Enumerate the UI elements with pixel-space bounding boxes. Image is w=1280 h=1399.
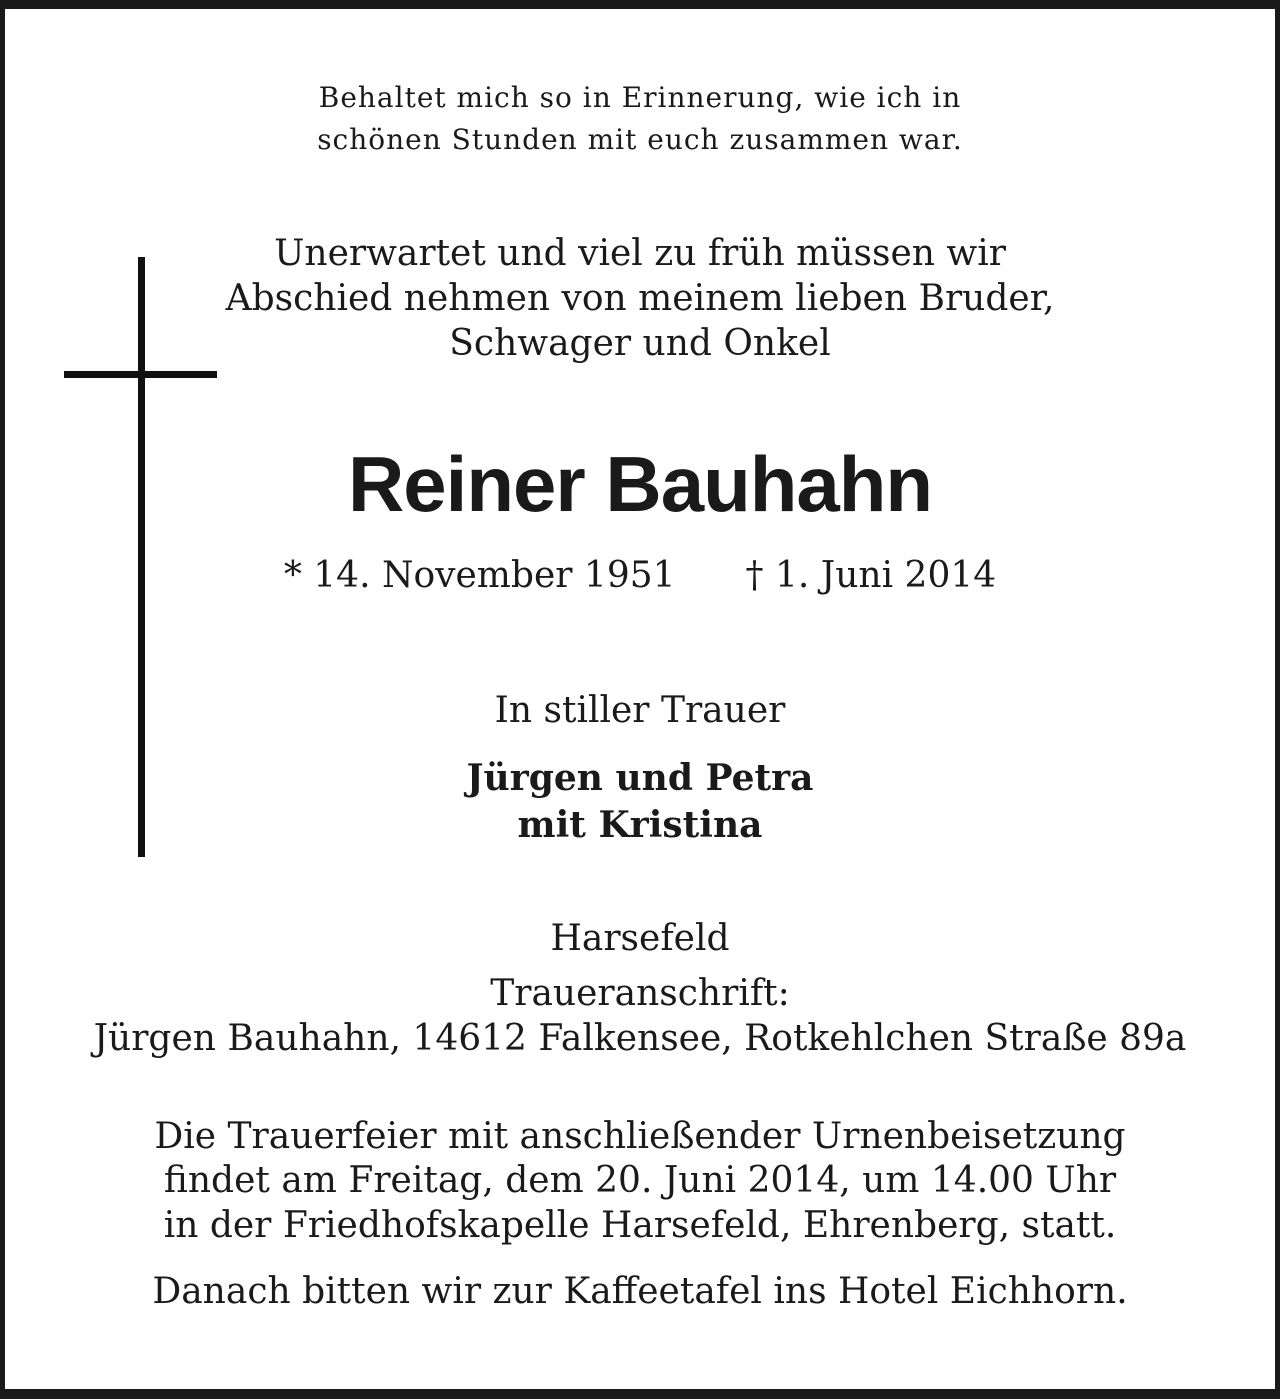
- cross-icon-bar: [64, 371, 217, 378]
- place: Harsefeld: [550, 918, 730, 959]
- intro-line-2: Abschied nehmen von meinem lieben Bruder,: [225, 278, 1055, 319]
- intro-line-1: Unerwartet und viel zu früh müssen wir: [274, 233, 1006, 274]
- address-full: Jürgen Bauhahn, 14612 Falkensee, Rotkehlchen Straße 89a: [93, 1018, 1187, 1059]
- service-line-1: Die Trauerfeier mit anschließender Urnenbeisetzung: [154, 1116, 1126, 1157]
- life-dates: [5, 555, 1275, 596]
- motto-line-1: Behaltet mich so in Erinnerung, wie ich in: [318, 81, 962, 114]
- mourners-line-2: mit Kristina: [517, 804, 763, 846]
- service-line-2: findet am Freitag, dem 20. Juni 2014, um 14.00 Uhr: [163, 1160, 1117, 1201]
- birth-date: * 14. November 1951: [283, 555, 676, 596]
- address-label: Traueranschrift:: [490, 973, 790, 1014]
- death-date: † 1. Juni 2014: [745, 555, 997, 596]
- intro-line-3: Schwager und Onkel: [449, 323, 831, 364]
- motto-line-2: schönen Stunden mit euch zusammen war.: [317, 123, 963, 156]
- reception-line: Danach bitten wir zur Kaffeetafel ins Hotel Eichhorn.: [152, 1271, 1128, 1312]
- deceased-name: Reiner Bauhahn: [347, 440, 933, 528]
- mourning-heading: In stiller Trauer: [494, 690, 786, 731]
- mourners-line-1: Jürgen und Petra: [466, 757, 814, 799]
- service-line-3: in der Friedhofskapelle Harsefeld, Ehrenberg, statt.: [163, 1205, 1117, 1246]
